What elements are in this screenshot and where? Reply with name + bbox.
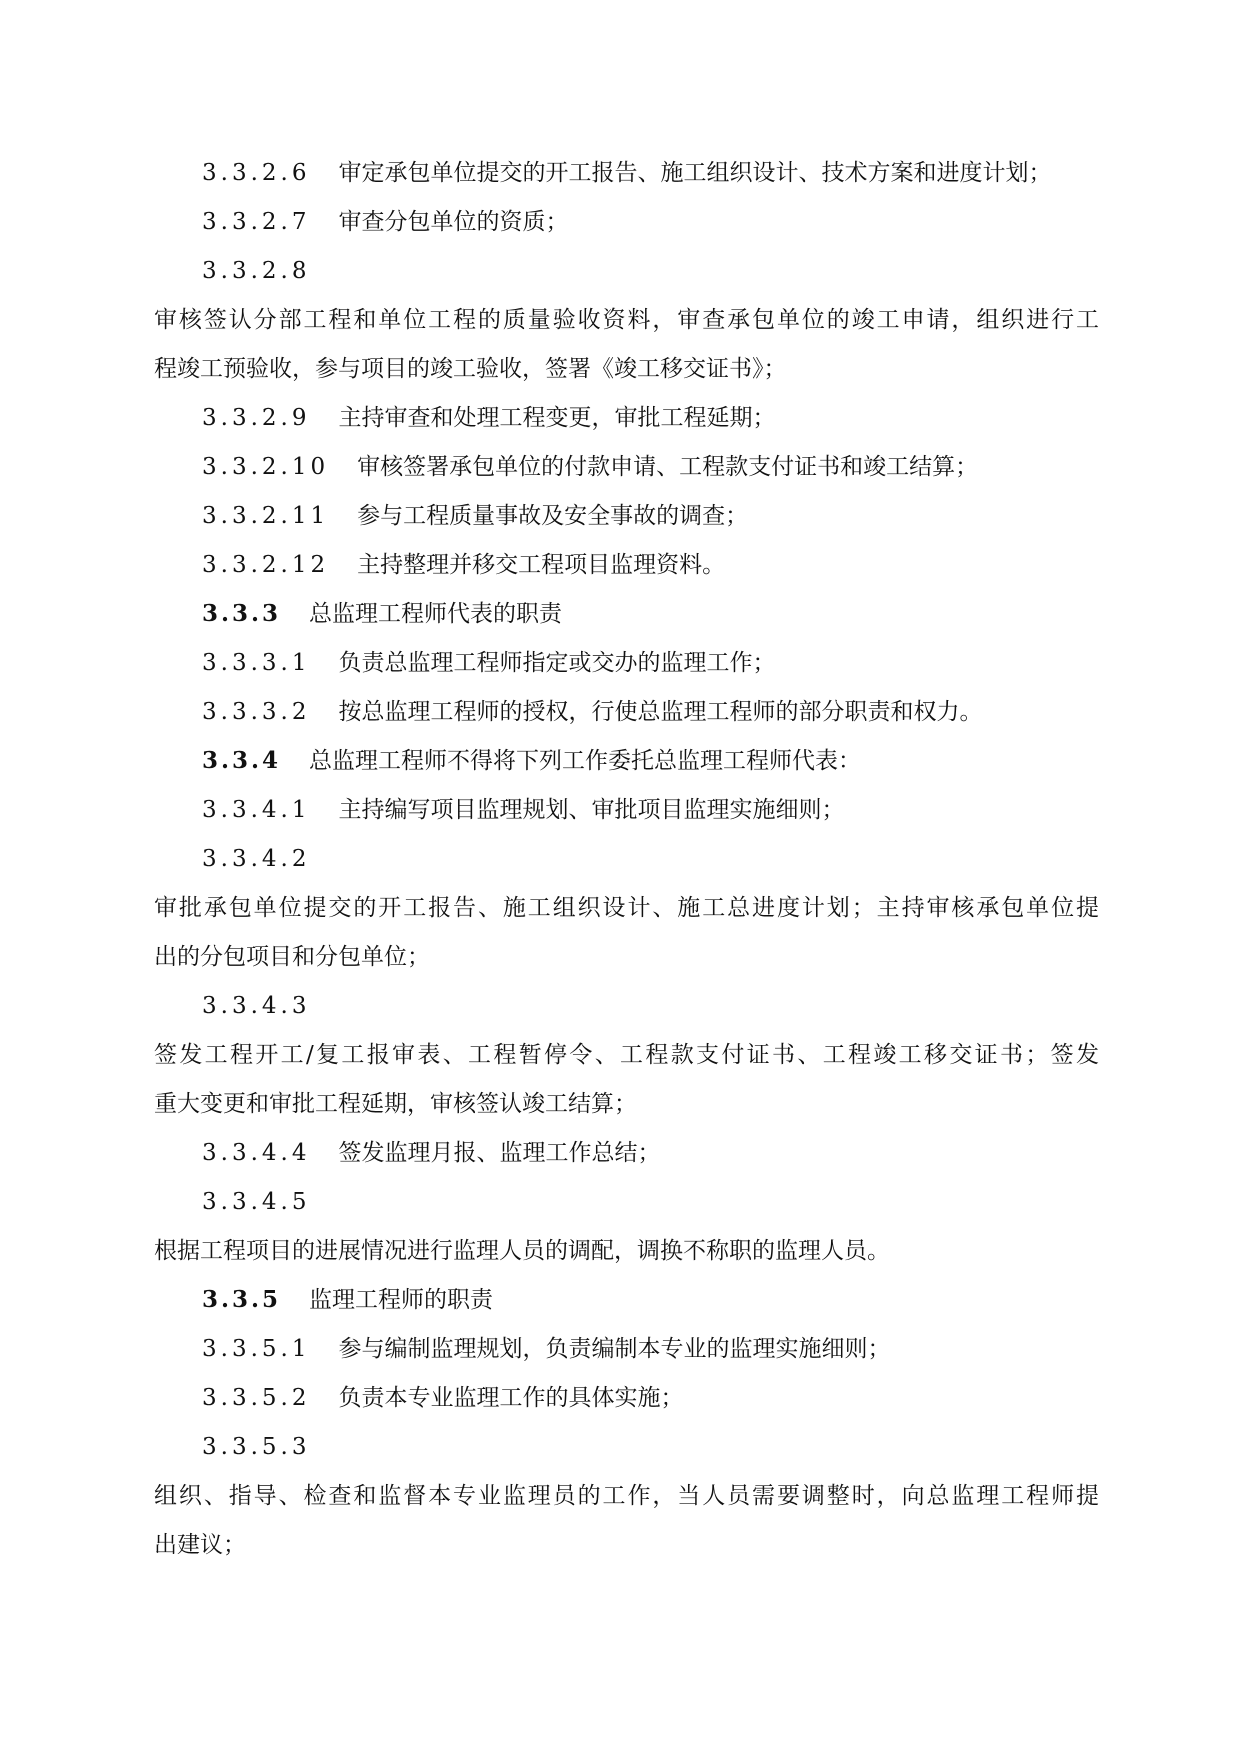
- section-number: 3.3.4: [202, 747, 282, 774]
- clause-3-3-4-5: [202, 1187, 1147, 1217]
- clause-number: 3.3.5.1: [202, 1336, 311, 1362]
- section-heading-3-3-3: [202, 599, 1147, 629]
- clause-3-3-4-1: [202, 795, 1147, 825]
- clause-3-3-4-3: [202, 991, 1147, 1021]
- section-heading-3-3-4: [202, 746, 1147, 776]
- clause-3-3-2-11: [202, 501, 1147, 531]
- clause-3-3-4-2: [202, 844, 1147, 874]
- clause-number: 3.3.2.8: [202, 258, 311, 284]
- clause-3-3-2-10: [202, 452, 1147, 482]
- clause-text: 参与编制监理规划，负责编制本专业的监理实施细则；: [338, 1336, 891, 1362]
- clause-number: 3.3.5.3: [202, 1434, 311, 1460]
- clause-3-3-2-12: [202, 550, 1147, 580]
- clause-3-3-2-7: [202, 207, 1147, 237]
- section-number: 3.3.3: [202, 600, 282, 627]
- clause-number: 3.3.2.10: [202, 454, 330, 480]
- clause-3-3-4-4: [202, 1138, 1147, 1168]
- clause-text: 主持编写项目监理规划、审批项目监理实施细则；: [338, 797, 845, 823]
- clause-text: 审核签署承包单位的付款申请、工程款支付证书和竣工结算；: [357, 454, 979, 480]
- clause-text-line: 审批承包单位提交的开工报告、施工组织设计、施工总进度计划；主持审核承包单位提: [154, 895, 1099, 921]
- clause-text-line: 审核签认分部工程和单位工程的质量验收资料，审查承包单位的竣工申请，组织进行工: [154, 307, 1099, 333]
- clause-number: 3.3.2.6: [202, 160, 311, 186]
- clause-text-line: 重大变更和审批工程延期，审核签认竣工结算；: [154, 1091, 637, 1117]
- clause-3-3-3-1: [202, 648, 1147, 678]
- clause-text: 负责本专业监理工作的具体实施；: [338, 1385, 684, 1411]
- clause-number: 3.3.4.1: [202, 797, 311, 823]
- clause-text-line: 出建议；: [154, 1532, 246, 1558]
- clause-number: 3.3.2.12: [202, 552, 330, 578]
- section-title: 总监理工程师代表的职责: [309, 601, 563, 627]
- clause-number: 3.3.2.11: [202, 503, 330, 529]
- clause-text: 按总监理工程师的授权，行使总监理工程师的部分职责和权力。: [338, 699, 983, 725]
- clause-number: 3.3.4.5: [202, 1189, 311, 1215]
- clause-3-3-2-6: [202, 158, 1147, 188]
- clause-text-line: 出的分包项目和分包单位；: [154, 944, 430, 970]
- clause-number: 3.3.3.1: [202, 650, 311, 676]
- clause-3-3-2-9: [202, 403, 1147, 433]
- clause-number: 3.3.3.2: [202, 699, 311, 725]
- clause-3-3-5-1: [202, 1334, 1147, 1364]
- section-heading-3-3-5: [202, 1285, 1147, 1315]
- clause-3-3-3-2: [202, 697, 1147, 727]
- clause-text-line: 程竣工预验收，参与项目的竣工验收，签署《竣工移交证书》；: [154, 356, 787, 382]
- clause-number: 3.3.2.7: [202, 209, 311, 235]
- section-title: 监理工程师的职责: [309, 1287, 494, 1313]
- clause-number: 3.3.2.9: [202, 405, 311, 431]
- clause-text: 审查分包单位的资质；: [338, 209, 569, 235]
- clause-number: 3.3.4.2: [202, 846, 311, 872]
- clause-3-3-2-8: [202, 256, 1147, 286]
- clause-number: 3.3.4.3: [202, 993, 311, 1019]
- clause-text: 签发监理月报、监理工作总结；: [338, 1140, 661, 1166]
- clause-text-line: 组织、指导、检查和监督本专业监理员的工作，当人员需要调整时，向总监理工程师提: [154, 1483, 1099, 1509]
- clause-text-line: 签发工程开工/复工报审表、工程暂停令、工程款支付证书、工程竣工移交证书；签发: [154, 1042, 1099, 1068]
- clause-text: 主持整理并移交工程项目监理资料。: [357, 552, 726, 578]
- clause-number: 3.3.5.2: [202, 1385, 311, 1411]
- clause-text-line: 根据工程项目的进展情况进行监理人员的调配，调换不称职的监理人员。: [154, 1238, 890, 1264]
- clause-number: 3.3.4.4: [202, 1140, 311, 1166]
- clause-text: 负责总监理工程师指定或交办的监理工作；: [338, 650, 776, 676]
- section-number: 3.3.5: [202, 1286, 282, 1313]
- clause-text: 主持审查和处理工程变更，审批工程延期；: [338, 405, 776, 431]
- clause-3-3-5-3: [202, 1432, 1147, 1462]
- clause-text: 参与工程质量事故及安全事故的调查；: [357, 503, 749, 529]
- clause-text: 审定承包单位提交的开工报告、施工组织设计、技术方案和进度计划；: [338, 160, 1052, 186]
- clause-3-3-5-2: [202, 1383, 1147, 1413]
- section-title: 总监理工程师不得将下列工作委托总监理工程师代表：: [309, 748, 862, 774]
